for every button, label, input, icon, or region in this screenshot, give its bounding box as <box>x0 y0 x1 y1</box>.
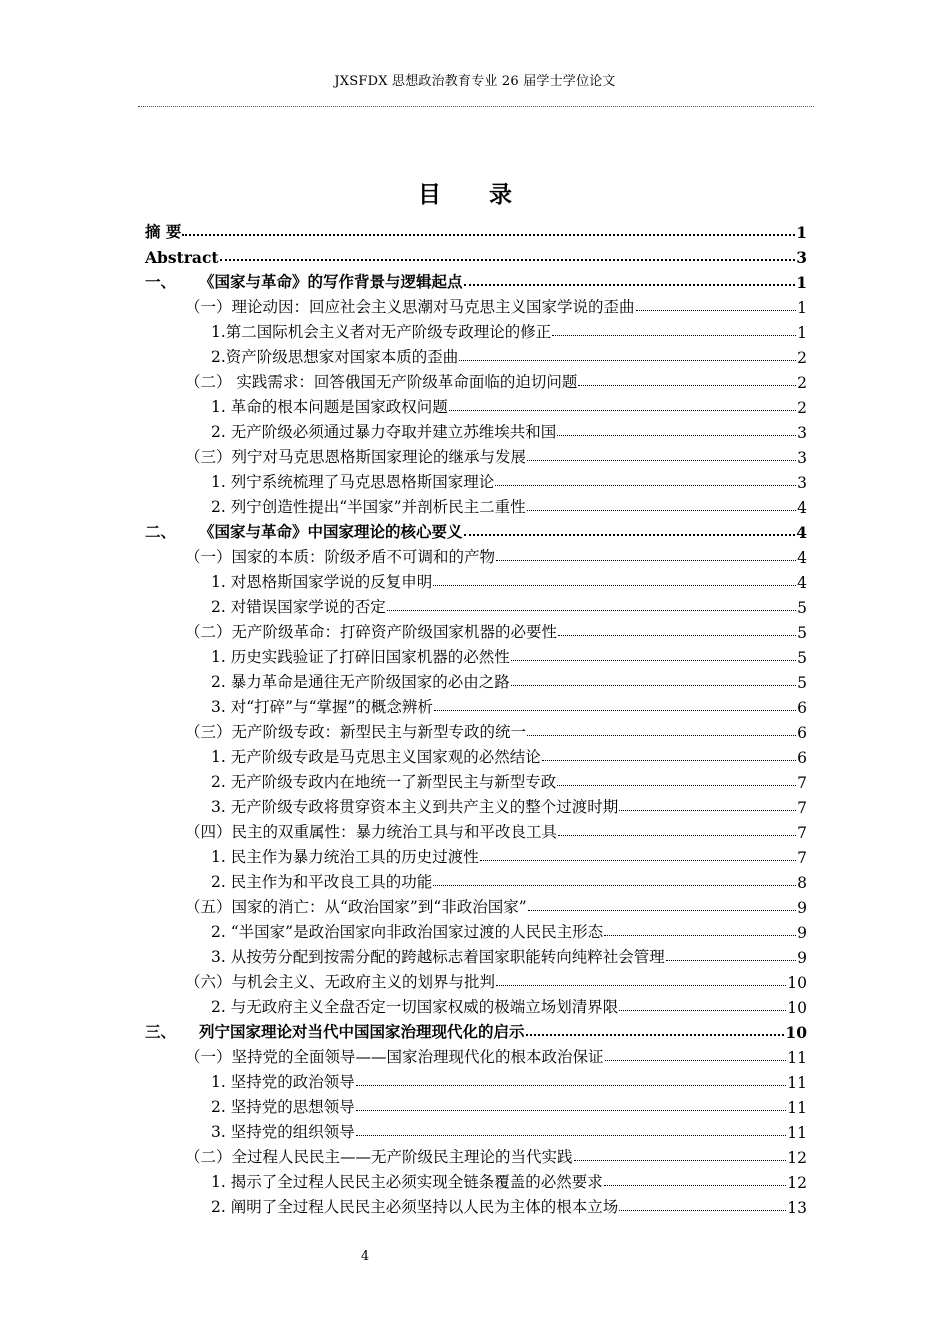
header-rule <box>138 106 814 107</box>
toc-entry-title <box>211 320 551 342</box>
toc-entry-page: 7 <box>797 824 807 842</box>
toc-entry-page: 1 <box>796 273 807 292</box>
toc-entry-page: 7 <box>797 774 807 792</box>
toc-entry[interactable] <box>145 842 807 867</box>
toc-entry[interactable] <box>145 492 807 517</box>
toc-entry-label: 《国家与革命》中国家理论的核心要义 <box>199 522 463 541</box>
dot-leader <box>387 610 796 611</box>
toc-entry-title <box>211 1095 355 1117</box>
dot-leader <box>619 810 796 811</box>
toc-entry[interactable] <box>145 692 807 717</box>
toc-entry-title <box>185 970 495 992</box>
toc-entry-title <box>185 445 526 467</box>
toc-entry-page: 4 <box>796 523 807 542</box>
toc-entry[interactable] <box>145 1017 807 1042</box>
toc-entry[interactable] <box>145 442 807 467</box>
toc-entry-page: 9 <box>797 949 807 967</box>
toc-entry-page: 12 <box>787 1149 807 1167</box>
toc-entry[interactable] <box>145 867 807 892</box>
toc-entry[interactable] <box>145 667 807 692</box>
dot-leader <box>464 534 796 536</box>
toc-entry-label: （四）民主的双重属性：暴力统治工具与和平改良工具 <box>185 823 558 841</box>
toc-entry-label: 2. 暴力革命是通往无产阶级国家的必由之路 <box>211 673 510 691</box>
dot-leader <box>604 935 796 936</box>
toc-entry-page: 5 <box>797 674 807 692</box>
toc-entry-label: 《国家与革命》的写作背景与逻辑起点 <box>199 272 463 291</box>
toc-entry-page: 10 <box>787 974 807 992</box>
toc-entry-title <box>211 395 448 417</box>
toc-entry-title <box>211 795 618 817</box>
toc-entry-label: 1. 革命的根本问题是国家政权问题 <box>211 398 448 416</box>
toc-entry-title <box>185 1145 573 1167</box>
toc-entry-title <box>145 1020 525 1042</box>
toc-entry-number: 三、 <box>145 1022 177 1041</box>
toc-entry-label: （一）国家的本质：阶级矛盾不可调和的产物 <box>185 548 496 566</box>
toc-entry-page: 11 <box>787 1124 807 1142</box>
toc-entry-title <box>145 520 463 542</box>
toc-entry[interactable] <box>145 717 807 742</box>
toc-entry-page: 11 <box>787 1099 807 1117</box>
toc-entry-title <box>211 595 386 617</box>
toc-entry[interactable] <box>145 417 807 442</box>
dot-leader <box>557 785 796 786</box>
toc-entry-label: 2. 民主作为和平改良工具的功能 <box>211 873 433 891</box>
toc-entry-label: 1. 民主作为暴力统治工具的历史过渡性 <box>211 848 479 866</box>
toc-entry-label: （六）与机会主义、无政府主义的划界与批判 <box>185 973 496 991</box>
page-title: 目 录 <box>417 181 532 208</box>
toc-entry[interactable] <box>145 267 807 292</box>
toc-entry-label: （三）无产阶级专政：新型民主与新型专政的统一 <box>185 723 527 741</box>
toc-entry-title <box>211 745 541 767</box>
toc-entry-page: 3 <box>796 248 807 267</box>
toc-entry-label: （一）坚持党的全面领导——国家治理现代化的根本政治保证 <box>185 1048 604 1066</box>
toc-entry-title <box>185 295 635 317</box>
toc-entry[interactable] <box>145 1142 807 1167</box>
toc-entry[interactable] <box>145 242 807 267</box>
dot-leader <box>356 1110 787 1111</box>
toc-entry[interactable] <box>145 742 807 767</box>
toc-entry-label: （五）国家的消亡：从“政治国家”到“非政治国家” <box>185 898 527 916</box>
toc-entry-label: 2. 列宁创造性提出“半国家”并剖析民主二重性 <box>211 498 526 516</box>
dot-leader <box>496 985 786 986</box>
toc-entry-label: 2. 无产阶级必须通过暴力夺取并建立苏维埃共和国 <box>211 423 557 441</box>
dot-leader <box>527 735 796 736</box>
toc-entry-page: 5 <box>797 624 807 642</box>
toc-entry[interactable] <box>145 467 807 492</box>
toc-entry-title <box>211 1195 618 1217</box>
toc-entry-title <box>211 695 433 717</box>
toc-entry-title <box>145 220 181 242</box>
toc-entry-title <box>185 895 527 917</box>
toc-entry-label: 1. 历史实践验证了打碎旧国家机器的必然性 <box>211 648 510 666</box>
toc-entry-label: 1.第二国际机会主义者对无产阶级专政理论的修正 <box>211 323 552 341</box>
dot-leader <box>495 485 796 486</box>
dot-leader <box>449 410 796 411</box>
toc-entry-label: （三）列宁对马克思恩格斯国家理论的继承与发展 <box>185 448 527 466</box>
toc-entry[interactable] <box>145 817 807 842</box>
toc-entry-title <box>211 995 618 1017</box>
toc-entry-label: （二）无产阶级革命：打碎资产阶级国家机器的必要性 <box>185 623 558 641</box>
toc-entry-label: （二）全过程人民民主——无产阶级民主理论的当代实践 <box>185 1148 573 1166</box>
toc-entry-label: 2. 对错误国家学说的否定 <box>211 598 386 616</box>
dot-leader <box>459 360 796 361</box>
toc-entry-page: 4 <box>797 499 807 517</box>
toc-entry-title <box>211 1120 355 1142</box>
dot-leader <box>356 1085 787 1086</box>
toc-entry-page: 10 <box>787 999 807 1017</box>
dot-leader <box>511 685 796 686</box>
toc-entry-title <box>211 920 603 942</box>
toc-entry-page: 12 <box>787 1174 807 1192</box>
toc-entry-page: 3 <box>797 449 807 467</box>
toc-entry-title <box>185 370 577 392</box>
toc-entry-label: 1. 揭示了全过程人民民主必须实现全链条覆盖的必然要求 <box>211 1173 603 1191</box>
toc-entry-label: Abstract <box>145 248 219 267</box>
toc-entry-title <box>211 770 556 792</box>
toc-entry[interactable] <box>145 992 807 1017</box>
running-header: JXSFDX 思想政治教育专业 26 届学士学位论文 <box>334 74 616 89</box>
toc-entry[interactable] <box>145 592 807 617</box>
dot-leader <box>558 635 796 636</box>
dot-leader <box>182 234 795 236</box>
toc-entry-title <box>211 345 458 367</box>
toc-entry-label: 2. 无产阶级专政内在地统一了新型民主与新型专政 <box>211 773 557 791</box>
toc-entry-title <box>145 270 463 292</box>
toc-entry-title <box>211 945 665 967</box>
toc-entry[interactable] <box>145 317 807 342</box>
toc-entry[interactable] <box>145 567 807 592</box>
toc-entry[interactable] <box>145 1192 807 1217</box>
toc-entry-page: 13 <box>787 1199 807 1217</box>
toc-entry-title <box>211 845 479 867</box>
toc-entry-page: 6 <box>797 699 807 717</box>
toc-entry[interactable] <box>145 942 807 967</box>
toc-entry-page: 6 <box>797 749 807 767</box>
toc-entry[interactable] <box>145 1092 807 1117</box>
dot-leader <box>220 259 796 261</box>
toc-entry-page: 8 <box>797 874 807 892</box>
dot-leader <box>528 910 796 911</box>
toc-entry-number: 二、 <box>145 522 177 541</box>
toc-entry[interactable] <box>145 767 807 792</box>
toc-entry[interactable] <box>145 342 807 367</box>
toc-entry[interactable] <box>145 392 807 417</box>
toc-entry-title <box>185 820 557 842</box>
toc-entry[interactable] <box>145 892 807 917</box>
dot-leader <box>433 885 796 886</box>
toc-entry-page: 11 <box>787 1049 807 1067</box>
dot-leader <box>434 710 796 711</box>
toc-entry[interactable] <box>145 917 807 942</box>
toc-entry-title <box>211 570 432 592</box>
toc-entry-page: 1 <box>797 324 807 342</box>
toc-entry-title <box>185 720 526 742</box>
toc-entry-page: 4 <box>797 549 807 567</box>
toc-entry-page: 3 <box>797 474 807 492</box>
toc-entry-page: 2 <box>797 374 807 392</box>
toc-entry[interactable] <box>145 1167 807 1192</box>
dot-leader <box>619 1010 786 1011</box>
toc-entry[interactable] <box>145 542 807 567</box>
dot-leader <box>604 1185 787 1186</box>
toc-entry[interactable] <box>145 967 807 992</box>
toc-entry-label: 摘 要 <box>145 222 182 241</box>
toc-entry-page: 1 <box>796 223 807 242</box>
dot-leader <box>666 960 796 961</box>
dot-leader <box>433 585 796 586</box>
dot-leader <box>574 1160 787 1161</box>
dot-leader <box>619 1210 786 1211</box>
dot-leader <box>527 460 796 461</box>
toc-entry[interactable] <box>145 217 807 242</box>
toc-entry-label: 2. 与无政府主义全盘否定一切国家权威的极端立场划清界限 <box>211 998 619 1016</box>
toc-entry-label: 3. 从按劳分配到按需分配的跨越标志着国家职能转向纯粹社会管理 <box>211 948 665 966</box>
toc-entry[interactable] <box>145 792 807 817</box>
toc-entry-page: 9 <box>797 924 807 942</box>
toc-entry-label: 2. 坚持党的思想领导 <box>211 1098 355 1116</box>
toc-entry-label: 2. 阐明了全过程人民民主必须坚持以人民为主体的根本立场 <box>211 1198 619 1216</box>
toc-entry-label: 1. 坚持党的政治领导 <box>211 1073 355 1091</box>
toc-entry[interactable] <box>145 1067 807 1092</box>
dot-leader <box>464 284 796 286</box>
toc-entry-page: 6 <box>797 724 807 742</box>
toc-entry-page: 2 <box>797 349 807 367</box>
toc-entry-title <box>185 620 557 642</box>
toc-entry-label: 1. 无产阶级专政是马克思主义国家观的必然结论 <box>211 748 541 766</box>
toc-entry-title <box>211 1170 603 1192</box>
toc-entry-page: 10 <box>785 1023 807 1042</box>
toc-entry-title <box>211 495 526 517</box>
dot-leader <box>557 435 796 436</box>
toc-entry[interactable] <box>145 1117 807 1142</box>
toc-entry-page: 4 <box>797 574 807 592</box>
toc-entry-page: 9 <box>797 899 807 917</box>
toc-entry-label: 3. 坚持党的组织领导 <box>211 1123 355 1141</box>
toc-entry-number: 一、 <box>145 272 177 291</box>
dot-leader <box>356 1135 787 1136</box>
toc-entry-page: 3 <box>797 424 807 442</box>
toc-entry-page: 5 <box>797 649 807 667</box>
dot-leader <box>480 860 796 861</box>
toc-entry-label: 2.资产阶级思想家对国家本质的歪曲 <box>211 348 459 366</box>
toc-entry[interactable] <box>145 617 807 642</box>
toc-entry-label: 1. 列宁系统梳理了马克思恩格斯国家理论 <box>211 473 495 491</box>
toc-entry-title <box>185 545 495 567</box>
toc-entry-title <box>211 645 510 667</box>
dot-leader <box>526 1034 785 1036</box>
toc-entry[interactable] <box>145 292 807 317</box>
toc-entry-title <box>211 1070 355 1092</box>
toc-entry-label: 1. 对恩格斯国家学说的反复申明 <box>211 573 433 591</box>
dot-leader <box>605 1060 787 1061</box>
dot-leader <box>558 835 796 836</box>
toc-entry-page: 5 <box>797 599 807 617</box>
toc-entry-page: 2 <box>797 399 807 417</box>
toc-entry-label: （一）理论动因：回应社会主义思潮对马克思主义国家学说的歪曲 <box>185 298 635 316</box>
toc-entry-label: 列宁国家理论对当代中国国家治理现代化的启示 <box>199 1022 525 1041</box>
toc-entry[interactable] <box>145 367 807 392</box>
toc-entry-title <box>185 1045 604 1067</box>
dot-leader <box>552 335 796 336</box>
table-of-contents <box>145 217 807 1217</box>
toc-entry-label: 3. 无产阶级专政将贯穿资本主义到共产主义的整个过渡时期 <box>211 798 619 816</box>
toc-entry-title <box>211 670 510 692</box>
dot-leader <box>636 310 797 311</box>
toc-entry-page: 7 <box>797 849 807 867</box>
toc-entry[interactable] <box>145 517 807 542</box>
toc-entry-page: 11 <box>787 1074 807 1092</box>
page-number: 4 <box>360 1249 370 1264</box>
toc-entry-title <box>211 420 556 442</box>
toc-entry[interactable] <box>145 642 807 667</box>
toc-entry-page: 7 <box>797 799 807 817</box>
dot-leader <box>496 560 796 561</box>
dot-leader <box>511 660 796 661</box>
toc-entry-page: 1 <box>797 299 807 317</box>
dot-leader <box>542 760 796 761</box>
toc-entry[interactable] <box>145 1042 807 1067</box>
toc-entry-label: 3. 对“打碎”与“掌握”的概念辨析 <box>211 698 433 716</box>
toc-entry-title <box>145 248 219 267</box>
toc-entry-title <box>211 870 432 892</box>
dot-leader <box>578 385 796 386</box>
toc-entry-label: （二） 实践需求：回答俄国无产阶级革命面临的迫切问题 <box>185 373 578 391</box>
dot-leader <box>527 510 797 511</box>
toc-entry-title <box>211 470 494 492</box>
toc-entry-label: 2. “半国家”是政治国家向非政治国家过渡的人民民主形态 <box>211 923 604 941</box>
